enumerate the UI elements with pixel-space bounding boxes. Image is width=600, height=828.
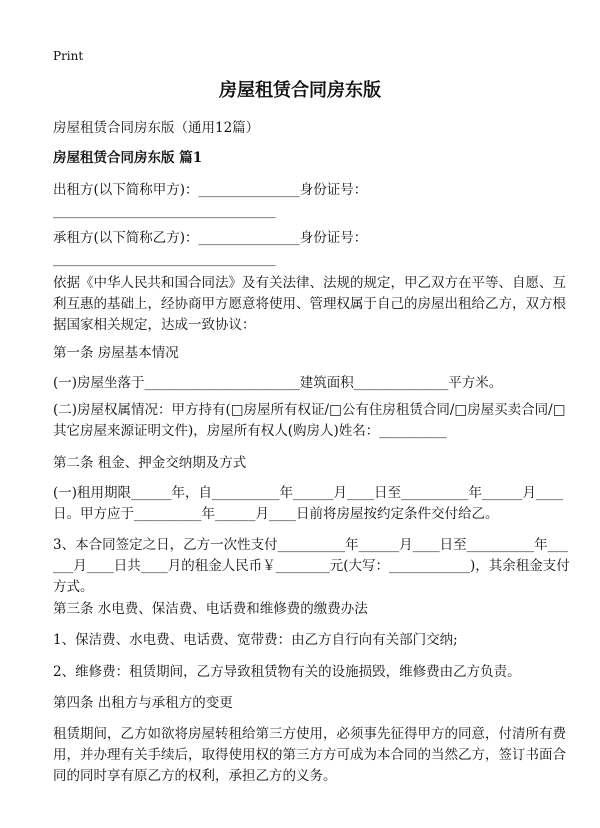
- article-4-heading: 第四条 出租方与承租方的变更: [53, 695, 233, 711]
- document-subtitle: 房屋租赁合同房东版（通用12篇）: [53, 120, 260, 136]
- article-3-clause-1: 1、保洁费、水电费、电话费、宽带费：由乙方自行向有关部门交纳;: [53, 632, 458, 648]
- lessee-line: 承租方(以下简称乙方)：_______________身份证号：: [53, 230, 368, 246]
- article-4-paragraph: 租赁期间，乙方如欲将房屋转租给第三方使用，必须事先征得甲方的同意，付清所有费用，并办理有关手续后，取得使用权的第三方方可成为本合同的当然乙方，签订书面合同的同时享有原乙方的权利，承担乙方的义务。: [53, 726, 566, 784]
- section-heading: 房屋租赁合同房东版 篇1: [53, 150, 203, 166]
- article-1-clause-2: (二)房屋权属情况：甲方持有(□房屋所有权证/□公有住房租赁合同/□房屋买卖合同/□其它房屋来源证明文件)，房屋所有权人(购房人)姓名：__________: [53, 402, 566, 439]
- print-link[interactable]: Print: [53, 49, 84, 63]
- lessee-id-blank: _________________________________: [53, 251, 276, 267]
- article-3-clause-2: 2、维修费：租赁期间，乙方导致租赁物有关的设施损毁，维修费由乙方负责。: [53, 664, 521, 680]
- article-2-clause-3: 3、本合同签定之日，乙方一次性支付__________年______月____日至__________年______月____日共____月的租金人民币￥________元(大写：____________)，其余租金支付方式。: [53, 537, 570, 595]
- article-1-clause-1: (一)房屋坐落于_______________________建筑面积______________平方米。: [53, 375, 503, 391]
- lessor-line: 出租方(以下简称甲方)：_______________身份证号：: [53, 182, 368, 198]
- article-2-heading: 第二条 租金、押金交纳期及方式: [53, 455, 247, 471]
- lessor-id-blank: _________________________________: [53, 203, 276, 219]
- article-1-heading: 第一条 房屋基本情况: [53, 345, 179, 361]
- article-2-clause-1: (一)租用期限______年，自__________年______月____日至__________年______月____日。甲方应于__________年______月____日前将房屋按约定条件交付给乙。: [53, 485, 564, 522]
- document-title: 房屋租赁合同房东版: [219, 80, 381, 101]
- article-3-heading: 第三条 水电费、保洁费、电话费和维修费的缴费办法: [53, 601, 368, 617]
- preamble-paragraph: 依据《中华人民共和国合同法》及有关法律、法规的规定，甲乙双方在平等、自愿、互利互惠的基础上，经协商甲方愿意将使用、管理权属于自己的房屋出租给乙方，双方根据国家相关规定，达成一致协议：: [53, 275, 566, 333]
